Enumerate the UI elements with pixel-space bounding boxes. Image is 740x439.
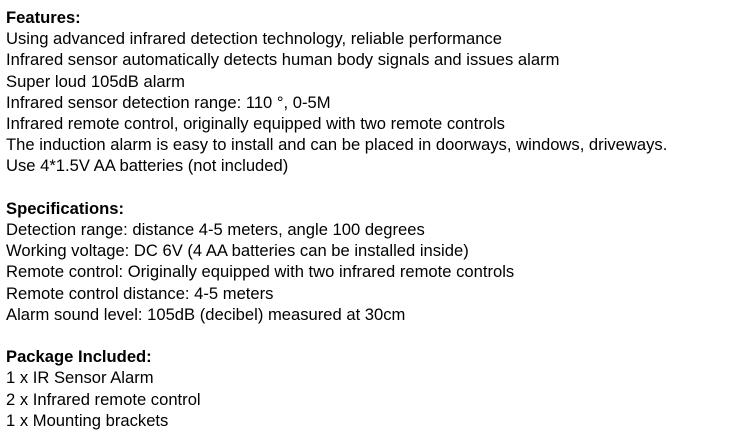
feature-line: Infrared sensor detection range: 110 °, 0-5M	[6, 92, 331, 112]
specification-line: Alarm sound level: 105dB (decibel) measured at 30cm	[6, 304, 406, 324]
specification-line: Working voltage: DC 6V (4 AA batteries can be installed inside)	[6, 241, 469, 261]
package-item: 1 x Mounting brackets	[6, 410, 169, 430]
package-item: 1 x IR Sensor Alarm	[6, 368, 154, 388]
package-heading: Package Included:	[6, 347, 152, 367]
feature-line: Super loud 105dB alarm	[6, 71, 185, 91]
feature-line: Using advanced infrared detection technology, reliable performance	[6, 29, 502, 49]
specification-line: Detection range: distance 4-5 meters, angle 100 degrees	[6, 220, 425, 240]
feature-line: Infrared sensor automatically detects human body signals and issues alarm	[6, 50, 560, 70]
specifications-section	[6, 198, 738, 325]
specifications-heading: Specifications:	[6, 198, 125, 218]
feature-line: The induction alarm is easy to install and can be placed in doorways, windows, driveways.	[6, 135, 668, 155]
specification-line: Remote control distance: 4-5 meters	[6, 283, 274, 303]
features-heading: Features:	[6, 8, 81, 27]
product-description	[6, 7, 738, 431]
package-section	[6, 346, 738, 431]
features-section	[6, 7, 738, 177]
specification-line: Remote control: Originally equipped with two infrared remote controls	[6, 262, 515, 282]
package-item: 2 x Infrared remote control	[6, 389, 201, 409]
feature-line: Use 4*1.5V AA batteries (not included)	[6, 156, 289, 176]
feature-line: Infrared remote control, originally equipped with two remote controls	[6, 114, 505, 134]
